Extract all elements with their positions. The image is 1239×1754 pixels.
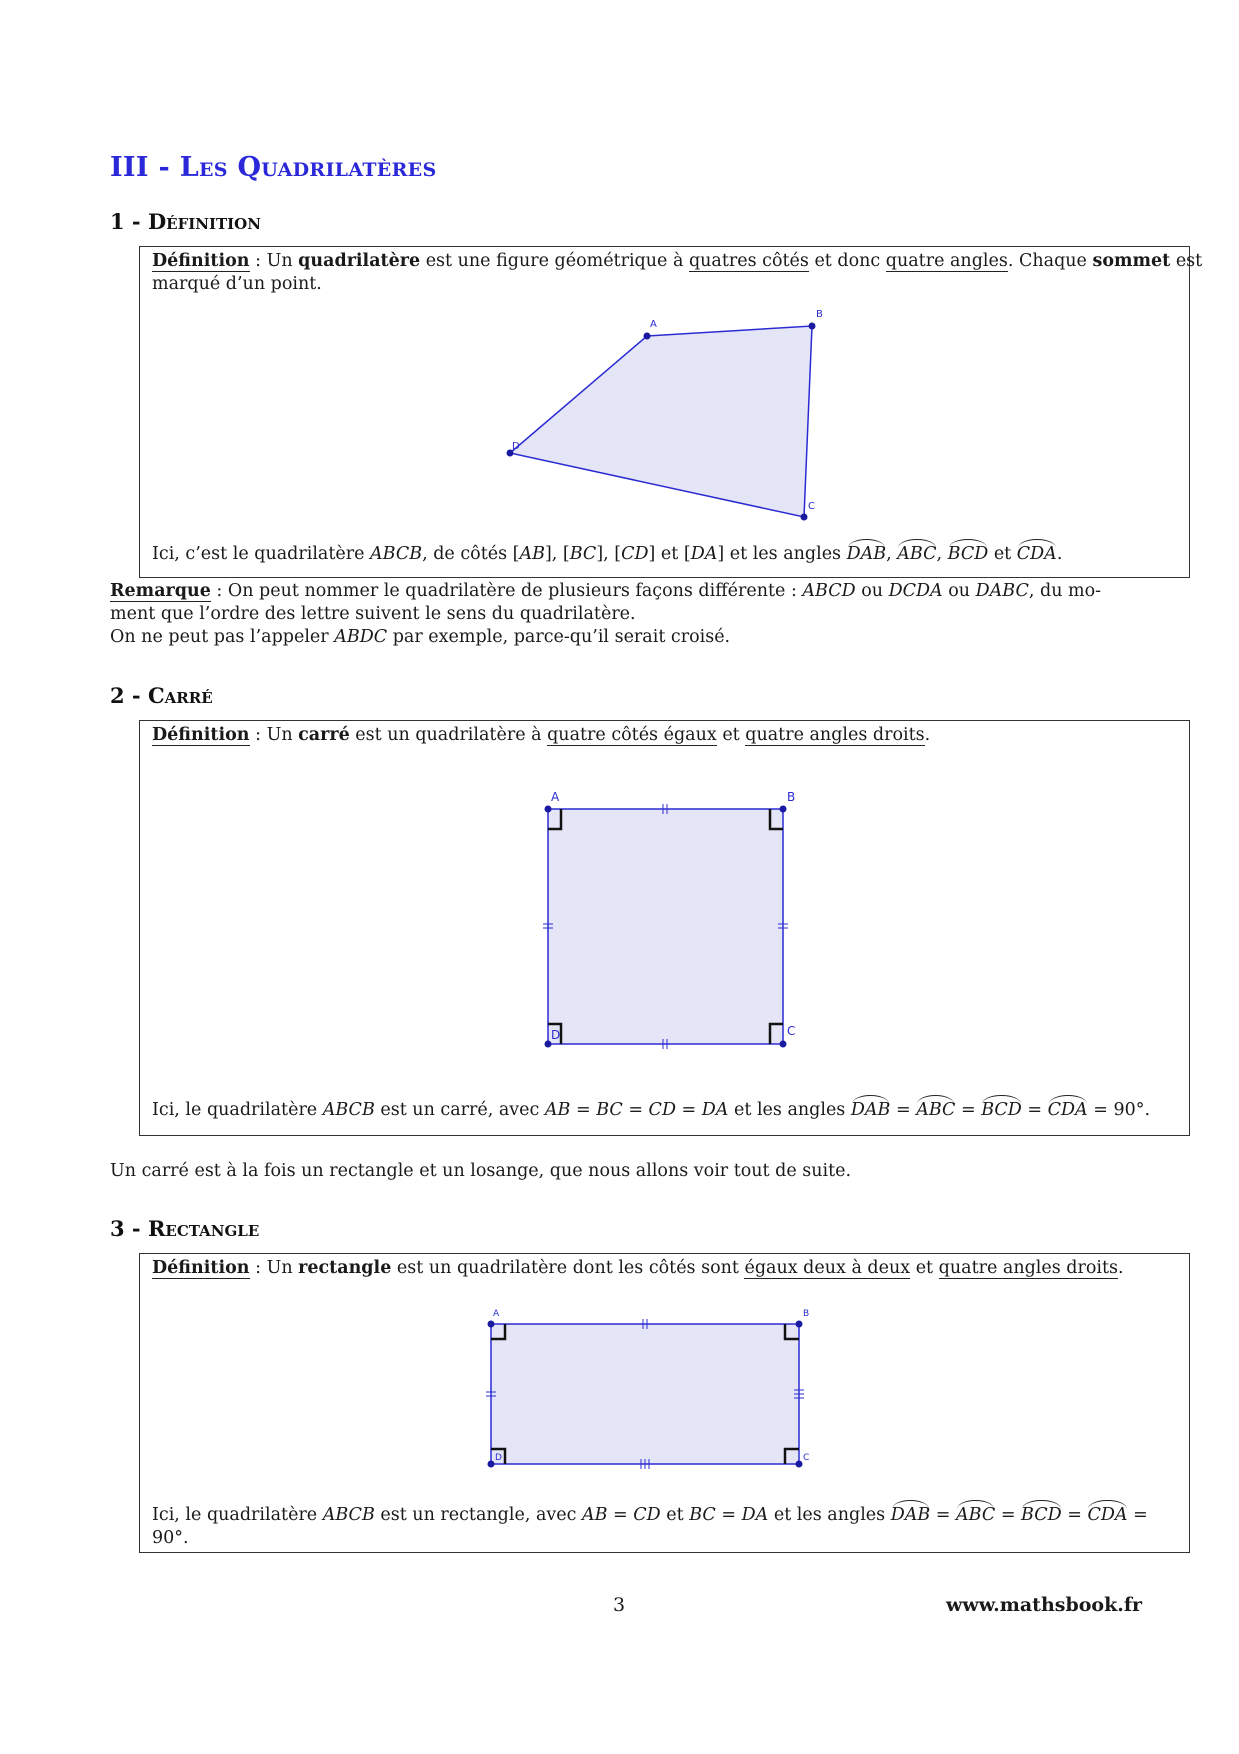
square-note: Un carré est à la fois un rectangle et un losange, que nous allons voir tout de suite. (110, 1161, 852, 1181)
vertex-label-a: A (551, 790, 560, 804)
remark-line3: On ne peut pas l’appeler ABDC par exemple, parce-qu’il serait croisé. (110, 627, 731, 647)
site-url: www.mathsbook.fr (946, 1594, 1143, 1616)
page-number: 3 (613, 1594, 626, 1616)
definition-box-rectangle (139, 1253, 1190, 1553)
vertex-label-c: C (808, 501, 815, 512)
section-title-square: 2 - Carré (110, 683, 213, 708)
point-a (488, 1321, 495, 1328)
vertex-label-d: D (512, 441, 520, 452)
chapter-title: III - Les Quadrilatères (110, 152, 437, 183)
point-b (780, 806, 787, 813)
vertex-label-c: C (787, 1024, 796, 1038)
point-c (780, 1041, 787, 1048)
rectangle-shape (491, 1324, 799, 1464)
vertex-label-c: C (803, 1453, 810, 1463)
point-a (545, 806, 552, 813)
square-shape (548, 809, 783, 1044)
point-c (796, 1461, 803, 1468)
vertex-label-b: B (803, 1309, 810, 1319)
square-figure (140, 721, 1189, 1135)
figure-caption-rectangle-line1: Ici, le quadrilatère ABCB est un rectangle, avec AB = CD et BC = DA et les angles DAB = ABC = BCD = CDA = (152, 1505, 1148, 1525)
point-b (796, 1321, 803, 1328)
vertex-label-a: A (650, 319, 657, 330)
vertex-label-a: A (493, 1309, 500, 1319)
figure-caption-square: Ici, le quadrilatère ABCB est un carré, avec AB = BC = CD = DA et les angles DAB = ABC = BCD = CDA = 90°. (152, 1100, 1151, 1120)
definition-text-square: Définition : Un carré est un quadrilatère à quatre côtés égaux et quatre angles droits. (152, 725, 931, 745)
point-b (809, 323, 816, 330)
remark-line2: ment que l’ordre des lettre suivent le sens du quadrilatère. (110, 604, 636, 624)
vertex-label-d: D (495, 1453, 502, 1463)
definition-box-square (139, 720, 1190, 1136)
quadrilateral-shape (510, 326, 812, 517)
definition-text-line2: marqué d’un point. (152, 274, 322, 294)
point-d (488, 1461, 495, 1468)
definition-box-quadrilateral (139, 246, 1203, 578)
vertex-label-b: B (816, 309, 823, 320)
quadrilateral-figure (140, 247, 1203, 577)
point-c (801, 514, 808, 521)
remark-line1: Remarque : On peut nommer le quadrilatère de plusieurs façons différente : ABCD ou DCDA ou DABC, du mo- (110, 581, 1102, 601)
section-title-rectangle: 3 - Rectangle (110, 1216, 260, 1241)
point-a (644, 333, 651, 340)
definition-text-line1: Définition : Un quadrilatère est une figure géométrique à quatres côtés et donc quatre angles. Chaque sommet est (152, 251, 1203, 271)
vertex-label-b: B (787, 790, 796, 804)
vertex-label-d: D (551, 1028, 561, 1042)
figure-caption-quadrilateral: Ici, c’est le quadrilatère ABCB, de côtés [AB], [BC], [CD] et [DA] et les angles DAB, ABC, BCD et CDA. (152, 544, 1063, 564)
figure-caption-rectangle-line2: 90°. (152, 1528, 189, 1548)
definition-text-rectangle: Définition : Un rectangle est un quadrilatère dont les côtés sont égaux deux à deux et quatre angles droits. (152, 1258, 1124, 1278)
section-title-definition: 1 - Définition (110, 209, 261, 234)
